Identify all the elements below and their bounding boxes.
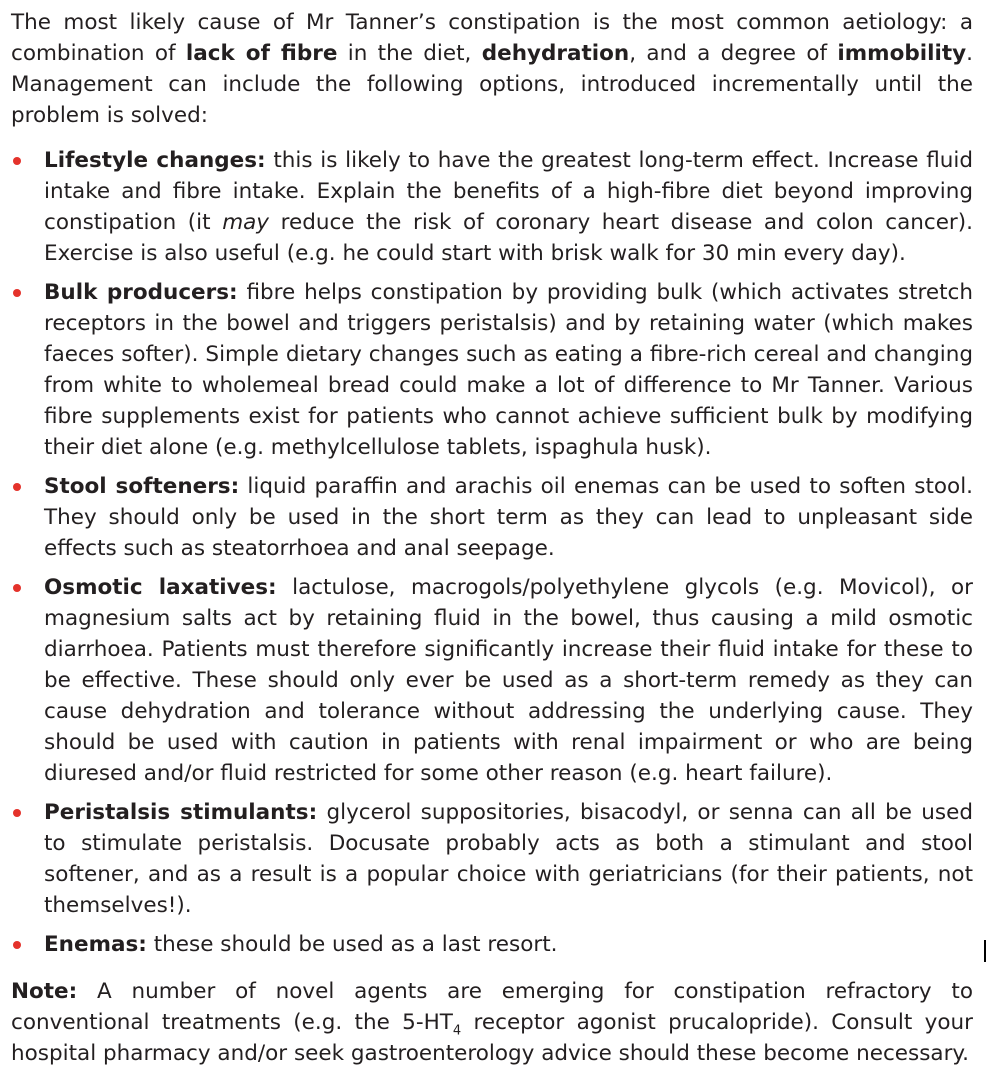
intro-paragraph: [11, 7, 973, 131]
list-item-stool-softeners: [11, 471, 973, 564]
item-label: Lifestyle changes:: [44, 148, 266, 173]
note-subscript: 4: [452, 1023, 462, 1039]
list-item-enemas: [11, 929, 973, 960]
document-page: [11, 7, 973, 1069]
item-text: this is likely to have the greatest long-term effect. Increase fluid intake and fibre intake. Explain the benefits of a high-fibre diet beyond improving constipation (it: [44, 148, 973, 235]
intro-text: , and a degree of: [629, 41, 838, 66]
list-item-lifestyle-changes: [11, 145, 973, 269]
bullet-icon: [13, 483, 21, 491]
note-paragraph: [11, 976, 973, 1069]
bullet-icon: [13, 289, 21, 297]
intro-text: in the diet,: [337, 41, 482, 66]
item-text: glycerol suppositories, bisacodyl, or senna can all be used to stimulate peristalsis. Docusate probably acts as both a stimulant and stool softener, and as a result is a popular choice with geriatricians (for their patients, not themselves!).: [44, 800, 973, 918]
bullet-icon: [13, 941, 21, 949]
intro-bold-lack-of-fibre: lack of fibre: [185, 41, 338, 66]
intro-text: . Management can include the following options, introduced incrementally until the problem is solved:: [11, 41, 973, 128]
text-cursor: [984, 940, 986, 962]
item-label: Bulk producers:: [44, 280, 238, 305]
item-text: these should be used as a last resort.: [146, 932, 558, 957]
item-text: reduce the risk of coronary heart disease and colon cancer). Exercise is also useful (e.g. he could start with brisk walk for 30 min every day).: [44, 210, 973, 266]
item-text: liquid paraffin and arachis oil enemas can be used to soften stool. They should only be used in the short term as they can lead to unpleasant side effects such as steatorrhoea and anal seepage.: [44, 474, 974, 561]
note-text: receptor agonist prucalopride). Consult your hospital pharmacy and/or seek gastroenterology advice should these become necessary.: [11, 1010, 973, 1066]
management-options-list: [11, 145, 973, 960]
bullet-icon: [13, 809, 21, 817]
item-label: Enemas:: [44, 932, 147, 957]
item-emphasis: may: [222, 210, 270, 235]
note-text: A number of novel agents are emerging for constipation refractory to conventional treatments (e.g. the 5-HT: [11, 979, 973, 1035]
intro-bold-dehydration: dehydration: [481, 41, 630, 66]
intro-text: The most likely cause of Mr Tanner’s constipation is the most common aetiology: a combination of: [11, 10, 973, 66]
list-item-peristalsis-stimulants: [11, 797, 973, 921]
note-label: Note:: [11, 979, 78, 1004]
item-label: Stool softeners:: [44, 474, 240, 499]
item-text: lactulose, macrogols/polyethylene glycols (e.g. Movicol), or magnesium salts act by retaining fluid in the bowel, thus causing a mild osmotic diarrhoea. Patients must therefore significantly increase their fluid intake for these to be effective. These should only ever be used as a short-term remedy as they can cause dehydration and tolerance without addressing the underlying cause. They should be used with caution in patients with renal impairment or who are being diuresed and/or fluid restricted for some other reason (e.g. heart failure).: [44, 575, 973, 786]
list-item-osmotic-laxatives: [11, 572, 973, 789]
bullet-icon: [13, 584, 21, 592]
item-label: Peristalsis stimulants:: [44, 800, 318, 825]
item-label: Osmotic laxatives:: [44, 575, 277, 600]
intro-bold-immobility: immobility: [837, 41, 967, 66]
list-item-bulk-producers: [11, 277, 973, 463]
item-text: fibre helps constipation by providing bulk (which activates stretch receptors in the bowel and triggers peristalsis) and by retaining water (which makes faeces softer). Simple dietary changes such as eating a fibre-rich cereal and changing from white to wholemeal bread could make a lot of difference to Mr Tanner. Various fibre supplements exist for patients who cannot achieve sufficient bulk by modifying their diet alone (e.g. methylcellulose tablets, ispaghula husk).: [44, 280, 973, 460]
bullet-icon: [13, 157, 21, 165]
